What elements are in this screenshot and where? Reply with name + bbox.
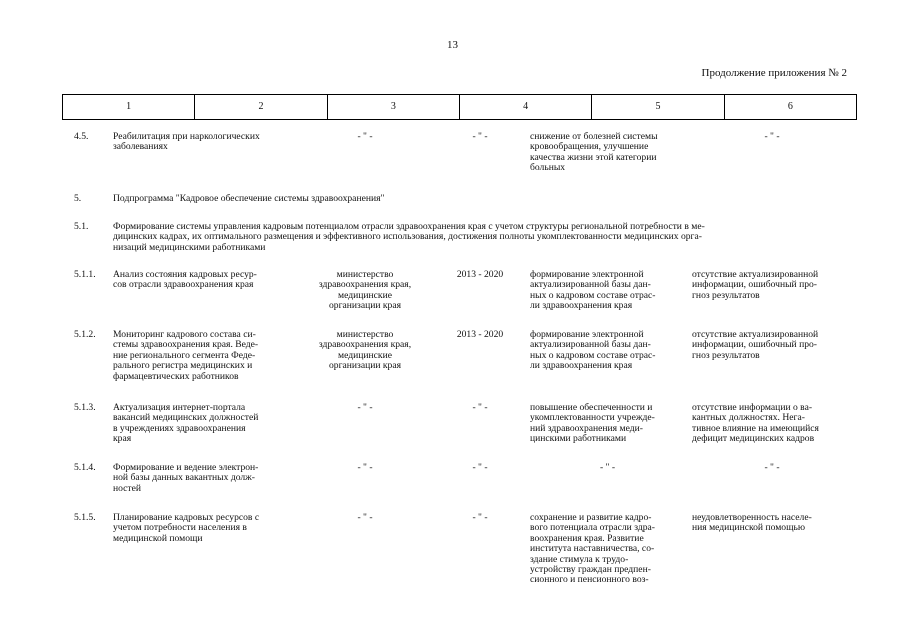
expected-result: снижение от болезней системы кровообращения, улучшение качества жизни этой категории больных [530,131,658,174]
executor: министерство здравоохранения края, медицинские организации края [318,329,412,372]
measure-name: Формирование и ведение электрон- ной базы данных вакантных долж- ностей [113,462,259,494]
row-number: 5.1.4. [74,462,96,473]
column-header: 6 [724,95,856,120]
subprogram-title: Подпрограмма "Кадровое обеспечение системы здравоохранения" [113,193,385,204]
period: 2013 - 2020 [456,329,504,340]
measure-name: Мониторинг кадрового состава си- стемы здравоохранения края. Веде- ние регионального сегмента Феде- рального регистра медицинских и фармацевтических работников [113,329,259,382]
period: 2013 - 2020 [456,269,504,280]
page-number: 13 [447,39,458,51]
row-number: 4.5. [74,131,89,142]
expected-result: формирование электронной актуализированной базы дан- ных о кадровом составе отрас- ли здравоохранения края [530,269,656,312]
consequences: - " - [764,131,780,142]
period: - " - [472,462,488,473]
period: - " - [472,131,488,142]
column-header: 2 [195,95,327,120]
executor: министерство здравоохранения края, медицинские организации края [318,269,412,312]
column-header: 1 [63,95,195,120]
expected-result: формирование электронной актуализированной базы дан- ных о кадровом составе отрас- ли здравоохранения края [530,329,656,372]
expected-result: сохранение и развитие кадро- вого потенциала отрасли здра- воохранения края. Развитие института наставничества, со- здание стимула к трудо- устройству граждан предпен- сионного и пенсионного воз- [530,512,655,586]
measure-name: Планирование кадровых ресурсов с учетом потребности населения в медицинской помощи [113,512,260,544]
measure-name: Реабилитация при наркологических заболеваниях [113,131,260,153]
consequences: отсутствие информации о ва- кантных должностях. Нега- тивное влияние на имеющийся дефицит медицинских кадров [692,402,819,445]
expected-result: повышение обеспеченности и укомплектованности учрежде- ний здравоохранения меди- цинскими работниками [530,402,655,445]
consequences: - " - [764,462,780,473]
continuation-label: Продолжение приложения № 2 [701,67,847,79]
row-number: 5.1.5. [74,512,96,523]
consequences: отсутствие актуализированной информации, ошибочный про- гноз результатов [692,269,819,301]
executor: - " - [357,512,373,523]
executor: - " - [357,402,373,413]
consequences: отсутствие актуализированной информации, ошибочный про- гноз результатов [692,329,819,361]
row-number: 5.1.2. [74,329,96,340]
column-header-table [62,94,857,120]
task-description: Формирование системы управления кадровым потенциалом отрасли здравоохранения края с учетом структуры региональной потребности в ме- дицинских кадрах, их оптимального размещения и эффективного использования, достижения полноты укомплектованности медицинских орга- низаций медицинскими работниками [113,221,705,253]
row-number: 5. [74,193,82,204]
column-header: 4 [459,95,591,120]
consequences: неудовлетворенность населе- ния медицинской помощью [692,512,812,534]
row-number: 5.1.1. [74,269,96,280]
period: - " - [472,402,488,413]
executor: - " - [357,131,373,142]
expected-result: - " - [599,462,616,473]
period: - " - [472,512,488,523]
column-header: 5 [592,95,724,120]
column-header: 3 [327,95,459,120]
row-number: 5.1.3. [74,402,96,413]
measure-name: Актуализация интернет-портала вакансий медицинских должностей в учреждениях здравоохранения края [113,402,259,445]
measure-name: Анализ состояния кадровых ресур- сов отрасли здравоохранения края [113,269,257,291]
row-number: 5.1. [74,221,89,232]
executor: - " - [357,462,373,473]
